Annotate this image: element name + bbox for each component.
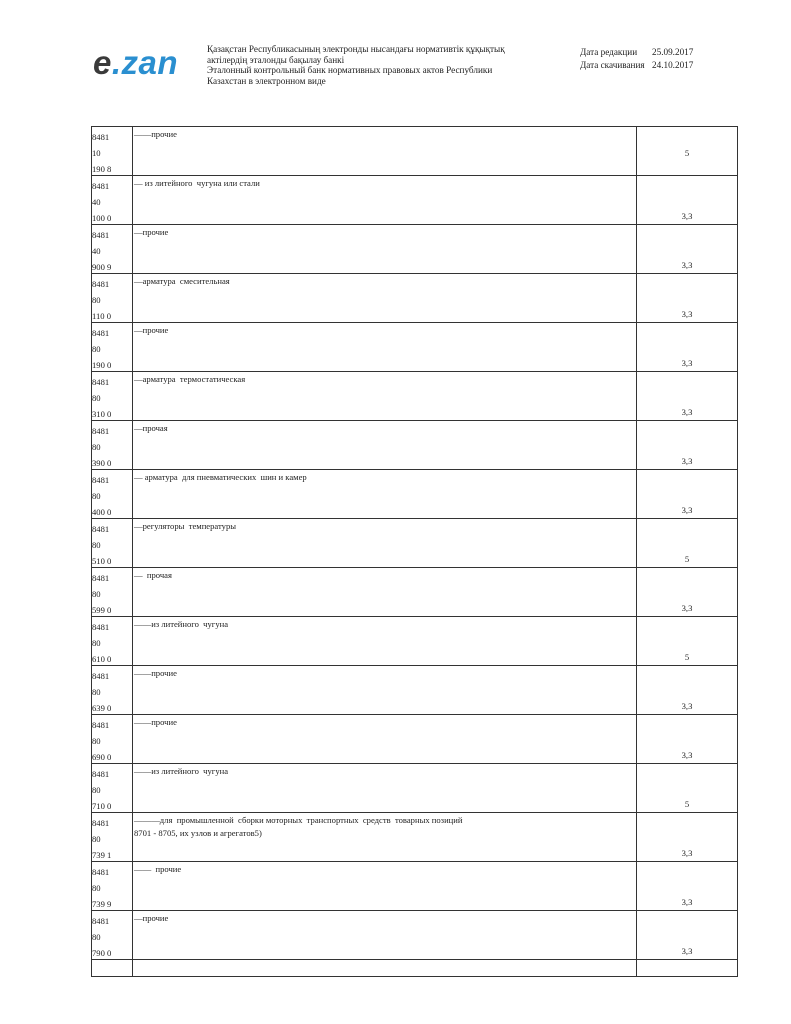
tariff-code-part: 8481 — [92, 181, 110, 191]
rate-value: 3,3 — [681, 750, 693, 760]
header-line-4: Казахстан в электронном виде — [207, 75, 326, 86]
tariff-code-cell — [92, 617, 133, 665]
rate-value: 3,3 — [681, 211, 693, 221]
edition-date-value: 25.09.2017 — [652, 47, 694, 57]
description-cell: ——из литейного чугуна — [133, 764, 637, 812]
tariff-code-cell — [92, 519, 133, 567]
rate-cell — [637, 470, 737, 518]
tariff-code-part: 599 0 — [92, 605, 112, 615]
rate-value: 3,3 — [681, 309, 693, 319]
tariff-code-part: 190 8 — [92, 164, 112, 174]
tariff-code-part: 80 — [92, 442, 101, 452]
tariff-code-cell — [92, 421, 133, 469]
tariff-code-part: 8481 — [92, 769, 110, 779]
rate-cell — [637, 127, 737, 175]
tariff-code-part: 110 0 — [92, 311, 112, 321]
tariff-code-part: 80 — [92, 834, 101, 844]
rate-cell — [637, 764, 737, 812]
tariff-code-part: 80 — [92, 785, 101, 795]
rate-cell — [637, 176, 737, 224]
rate-value: 5 — [684, 799, 690, 809]
description-cell: ——прочие — [133, 666, 637, 714]
tariff-code-part: 8481 — [92, 426, 110, 436]
tariff-code-part: 80 — [92, 687, 101, 697]
table-row — [92, 568, 737, 617]
rate-cell — [637, 911, 737, 959]
rate-cell — [637, 813, 737, 861]
download-date-value: 24.10.2017 — [652, 60, 694, 70]
rate-cell — [637, 568, 737, 616]
tariff-code-cell — [92, 862, 133, 910]
rate-value: 3,3 — [681, 505, 693, 515]
tariff-code-cell — [92, 372, 133, 420]
description-cell: —прочие — [133, 323, 637, 371]
tariff-code-part: 40 — [92, 197, 101, 207]
table-row — [92, 911, 737, 960]
rate-cell — [637, 666, 737, 714]
tariff-code-part: 10 — [92, 148, 101, 158]
tariff-code-part: 80 — [92, 344, 101, 354]
table-row — [92, 666, 737, 715]
header-line-1: Қазақстан Республикасының электронды нысандағы нормативтік құқықтық — [207, 44, 505, 54]
download-date-label: Дата скачивания — [580, 60, 645, 70]
table-row — [92, 862, 737, 911]
edition-date-label: Дата редакции — [580, 47, 638, 57]
table-row — [92, 225, 737, 274]
tariff-code-cell — [92, 274, 133, 322]
ezan-logo: e.zan — [93, 44, 179, 81]
table-row — [92, 176, 737, 225]
table-row — [92, 617, 737, 666]
tariff-code-part: 80 — [92, 295, 101, 305]
tariff-code-part: 40 — [92, 246, 101, 256]
tariff-code-part: 310 0 — [92, 409, 112, 419]
tariff-code-part: 390 0 — [92, 458, 112, 468]
table-row — [92, 274, 737, 323]
rate-cell — [637, 617, 737, 665]
table-row — [92, 519, 737, 568]
tariff-code-part: 900 9 — [92, 262, 112, 272]
rate-value: 3,3 — [681, 701, 693, 711]
rate-cell — [637, 225, 737, 273]
rate-cell — [637, 519, 737, 567]
description-cell: —прочая — [133, 421, 637, 469]
rate-value: 5 — [684, 554, 690, 564]
table-row — [92, 323, 737, 372]
rate-value: 3,3 — [681, 603, 693, 613]
tariff-code-part: 400 0 — [92, 507, 112, 517]
rate-value: 3,3 — [681, 358, 693, 368]
description-cell: ——прочие — [133, 127, 637, 175]
rate-value: 3,3 — [681, 260, 693, 270]
description-cell: —арматура смесительная — [133, 274, 637, 322]
rate-value: 5 — [684, 148, 690, 158]
table-row — [92, 470, 737, 519]
tariff-code-cell — [92, 127, 133, 175]
rate-value: 3,3 — [681, 946, 693, 956]
rate-cell — [637, 323, 737, 371]
tariff-code-part: 710 0 — [92, 801, 112, 811]
table-row — [92, 372, 737, 421]
tariff-code-part: 8481 — [92, 867, 110, 877]
tariff-table — [91, 126, 738, 977]
rate-cell — [637, 274, 737, 322]
empty-cell — [637, 960, 737, 976]
tariff-code-part: 8481 — [92, 671, 110, 681]
rate-cell — [637, 862, 737, 910]
tariff-code-part: 639 0 — [92, 703, 112, 713]
description-cell: — арматура для пневматических шин и камер — [133, 470, 637, 518]
tariff-code-part: 80 — [92, 491, 101, 501]
table-row — [92, 421, 737, 470]
header-line-3: Эталонный контрольный банк нормативных правовых актов Республики — [207, 65, 493, 76]
tariff-code-cell — [92, 764, 133, 812]
tariff-code-part: 790 0 — [92, 948, 112, 958]
header-title — [207, 44, 505, 86]
tariff-code-cell — [92, 715, 133, 763]
description-cell: ——из литейного чугуна — [133, 617, 637, 665]
tariff-code-cell — [92, 911, 133, 959]
tariff-code-part: 8481 — [92, 720, 110, 730]
table-row — [92, 813, 737, 862]
rate-cell — [637, 715, 737, 763]
tariff-code-part: 80 — [92, 638, 101, 648]
tariff-code-cell — [92, 225, 133, 273]
tariff-code-part: 510 0 — [92, 556, 112, 566]
description-cell: — из литейного чугуна или стали — [133, 176, 637, 224]
rate-value: 3,3 — [681, 897, 693, 907]
tariff-code-part: 8481 — [92, 132, 110, 142]
tariff-code-part: 8481 — [92, 475, 110, 485]
tariff-code-part: 8481 — [92, 230, 110, 240]
description-cell: —арматура термостатическая — [133, 372, 637, 420]
rate-cell — [637, 421, 737, 469]
rate-value: 3,3 — [681, 407, 693, 417]
description-cell: ——прочие — [133, 715, 637, 763]
download-date-line — [580, 59, 693, 72]
tariff-code-part: 610 0 — [92, 654, 112, 664]
table-row — [92, 764, 737, 813]
tariff-code-part: 8481 — [92, 279, 110, 289]
tariff-code-part: 739 1 — [92, 850, 112, 860]
description-cell: — прочая — [133, 568, 637, 616]
tariff-code-part: 8481 — [92, 818, 110, 828]
tariff-code-part: 80 — [92, 589, 101, 599]
table-row-empty — [92, 960, 737, 977]
rate-value: 3,3 — [681, 456, 693, 466]
description-cell: —— прочие — [133, 862, 637, 910]
tariff-code-part: 8481 — [92, 524, 110, 534]
rate-value: 5 — [684, 652, 690, 662]
tariff-code-part: 8481 — [92, 328, 110, 338]
tariff-code-cell — [92, 568, 133, 616]
tariff-code-cell — [92, 323, 133, 371]
tariff-code-part: 690 0 — [92, 752, 112, 762]
tariff-code-part: 8481 — [92, 573, 110, 583]
description-cell: —регуляторы температуры — [133, 519, 637, 567]
tariff-code-part: 8481 — [92, 377, 110, 387]
tariff-code-part: 80 — [92, 540, 101, 550]
empty-cell — [92, 960, 133, 976]
tariff-code-part: 190 0 — [92, 360, 112, 370]
edition-date-line — [580, 46, 693, 59]
tariff-code-cell — [92, 813, 133, 861]
tariff-code-part: 80 — [92, 393, 101, 403]
tariff-code-part: 739 9 — [92, 899, 112, 909]
tariff-code-part: 80 — [92, 932, 101, 942]
tariff-code-cell — [92, 470, 133, 518]
header-line-2: актілердің эталонды бақылау банкі — [207, 54, 345, 65]
empty-cell — [133, 960, 637, 976]
header-dates — [580, 46, 693, 72]
tariff-code-part: 8481 — [92, 916, 110, 926]
tariff-code-part: 100 0 — [92, 213, 112, 223]
rate-cell — [637, 372, 737, 420]
table-row — [92, 715, 737, 764]
description-cell: —прочие — [133, 911, 637, 959]
table-row — [92, 127, 737, 176]
tariff-code-cell — [92, 176, 133, 224]
tariff-code-part: 80 — [92, 736, 101, 746]
tariff-code-cell — [92, 666, 133, 714]
tariff-code-part: 8481 — [92, 622, 110, 632]
description-cell: —прочие — [133, 225, 637, 273]
tariff-code-part: 80 — [92, 883, 101, 893]
rate-value: 3,3 — [681, 848, 693, 858]
description-cell: ———для промышленной сборки моторных транспортных средств товарных позиций 8701 - 8705, их узлов и агрегатов5) — [133, 813, 637, 861]
